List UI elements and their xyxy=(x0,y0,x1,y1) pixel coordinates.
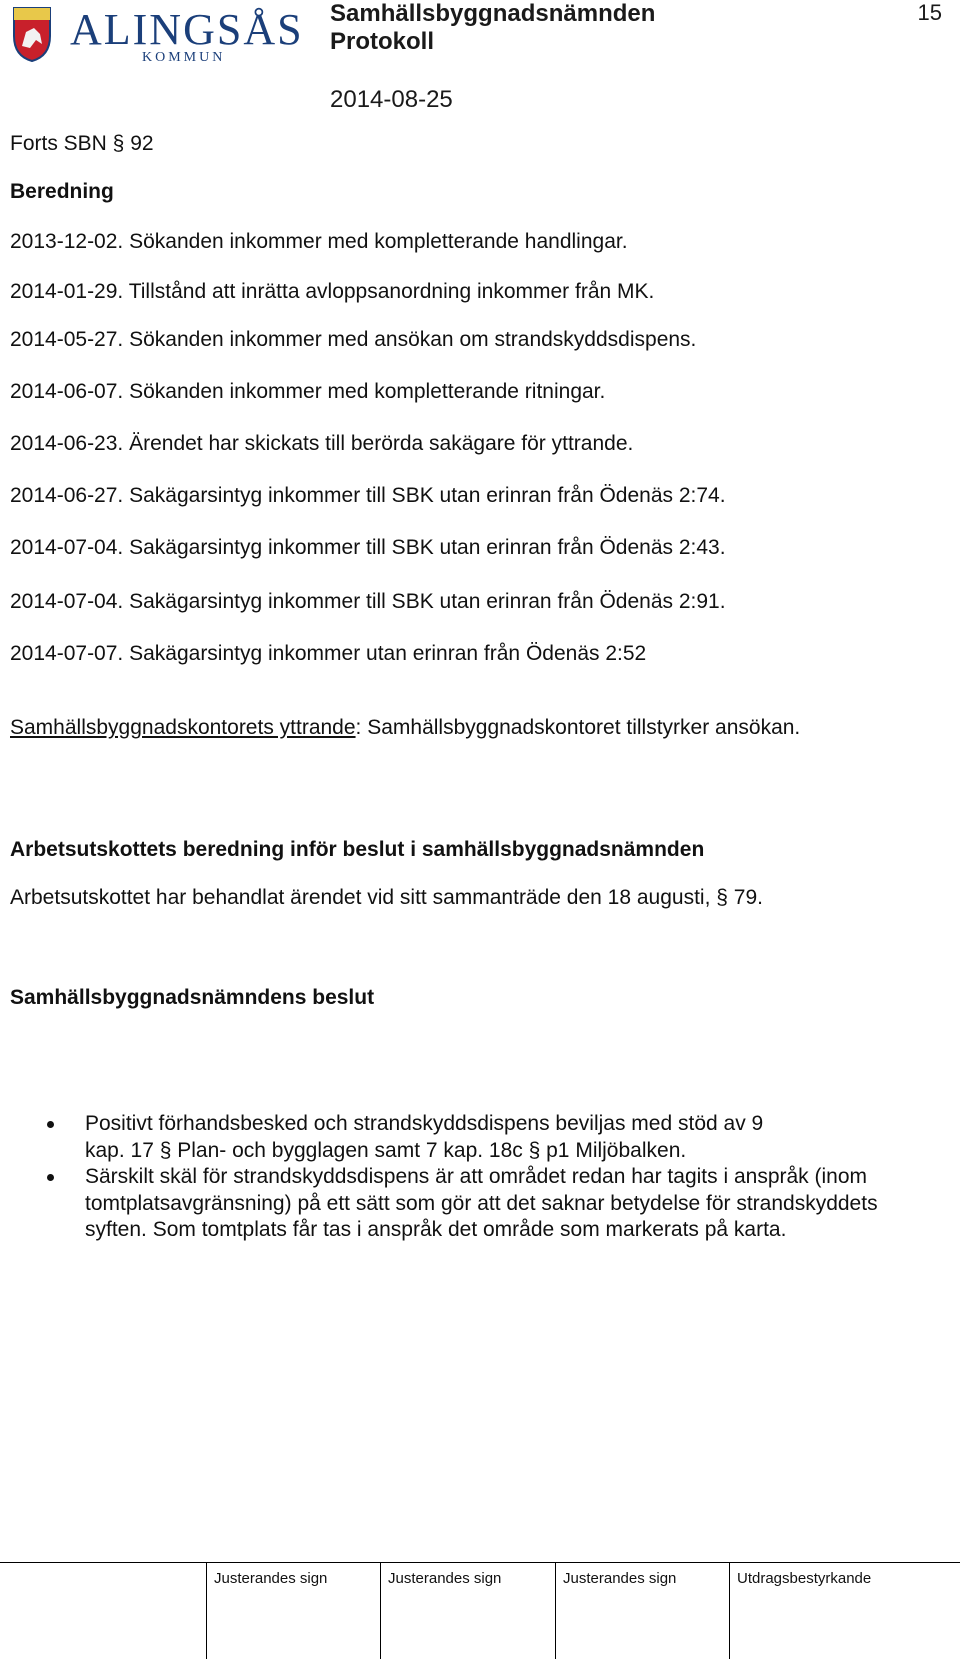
document-type: Protokoll xyxy=(330,28,435,55)
signature-label: Justerandes sign xyxy=(563,1570,677,1587)
beredning-item: 2014-07-07. Sakägarsintyg inkommer utan erinran från Ödenäs 2:52 xyxy=(10,642,647,665)
footer-divider xyxy=(729,1562,730,1659)
beredning-item: 2014-06-23. Ärendet har skickats till berörda sakägare för yttrande. xyxy=(10,432,634,455)
certification-label: Utdragsbestyrkande xyxy=(737,1570,872,1587)
municipality-logo xyxy=(12,4,302,68)
list-item-text: Särskilt skäl för strandskyddsdispens är att området redan har tagits i anspråk (inom tomtplatsavgränsning) på ett sätt som gör att det saknar betydelse för strandskyddets syften. Som tomtplats får tas i anspråk det område som markerats på karta. xyxy=(85,1165,878,1241)
logo-name: ALINGSÅS xyxy=(70,5,304,54)
yttrande-label: Samhällsbyggnadskontorets yttrande xyxy=(10,716,356,739)
yttrande-line xyxy=(10,716,800,740)
footer-rule xyxy=(0,1562,960,1563)
beredning-item: 2014-07-04. Sakägarsintyg inkommer till SBK utan erinran från Ödenäs 2:43. xyxy=(10,536,726,559)
logo-subtitle: KOMMUN xyxy=(142,50,226,65)
beredning-heading: Beredning xyxy=(10,180,114,203)
signature-label: Justerandes sign xyxy=(214,1570,328,1587)
beslut-list xyxy=(40,1111,940,1244)
document-title: Samhällsbyggnadsnämnden xyxy=(330,0,656,27)
au-heading: Arbetsutskottets beredning inför beslut i samhällsbyggnadsnämnden xyxy=(10,838,705,861)
list-item xyxy=(40,1111,805,1164)
beredning-item: 2014-06-27. Sakägarsintyg inkommer till SBK utan erinran från Ödenäs 2:74. xyxy=(10,484,726,507)
yttrande-text: : Samhällsbyggnadskontoret tillstyrker ansökan. xyxy=(355,716,801,739)
beredning-item: 2013-12-02. Sökanden inkommer med kompletterande handlingar. xyxy=(10,230,628,253)
footer-divider xyxy=(380,1562,381,1659)
footer-divider xyxy=(206,1562,207,1659)
coat-of-arms-icon xyxy=(12,6,52,62)
document-date: 2014-08-25 xyxy=(330,86,453,113)
page-number: 15 xyxy=(917,0,942,25)
signature-label: Justerandes sign xyxy=(388,1570,502,1587)
list-item-text: Positivt förhandsbesked och strandskyddsdispens beviljas med stöd av 9 kap. 17 § Plan- och bygglagen samt 7 kap. 18c § p1 Miljöbalken. xyxy=(85,1112,764,1162)
beredning-item: 2014-01-29. Tillstånd att inrätta avloppsanordning inkommer från MK. xyxy=(10,280,655,303)
bullet-icon xyxy=(47,1121,54,1128)
beredning-item: 2014-07-04. Sakägarsintyg inkommer till SBK utan erinran från Ödenäs 2:91. xyxy=(10,590,726,613)
section-reference: Forts SBN § 92 xyxy=(10,132,154,155)
list-item xyxy=(40,1164,925,1244)
beredning-item: 2014-05-27. Sökanden inkommer med ansökan om strandskyddsdispens. xyxy=(10,328,697,351)
bullet-icon xyxy=(47,1174,54,1181)
footer-divider xyxy=(555,1562,556,1659)
au-text: Arbetsutskottet har behandlat ärendet vid sitt sammanträde den 18 augusti, § 79. xyxy=(10,886,763,909)
beslut-heading: Samhällsbyggnadsnämndens beslut xyxy=(10,986,375,1009)
beredning-item: 2014-06-07. Sökanden inkommer med kompletterande ritningar. xyxy=(10,380,606,403)
